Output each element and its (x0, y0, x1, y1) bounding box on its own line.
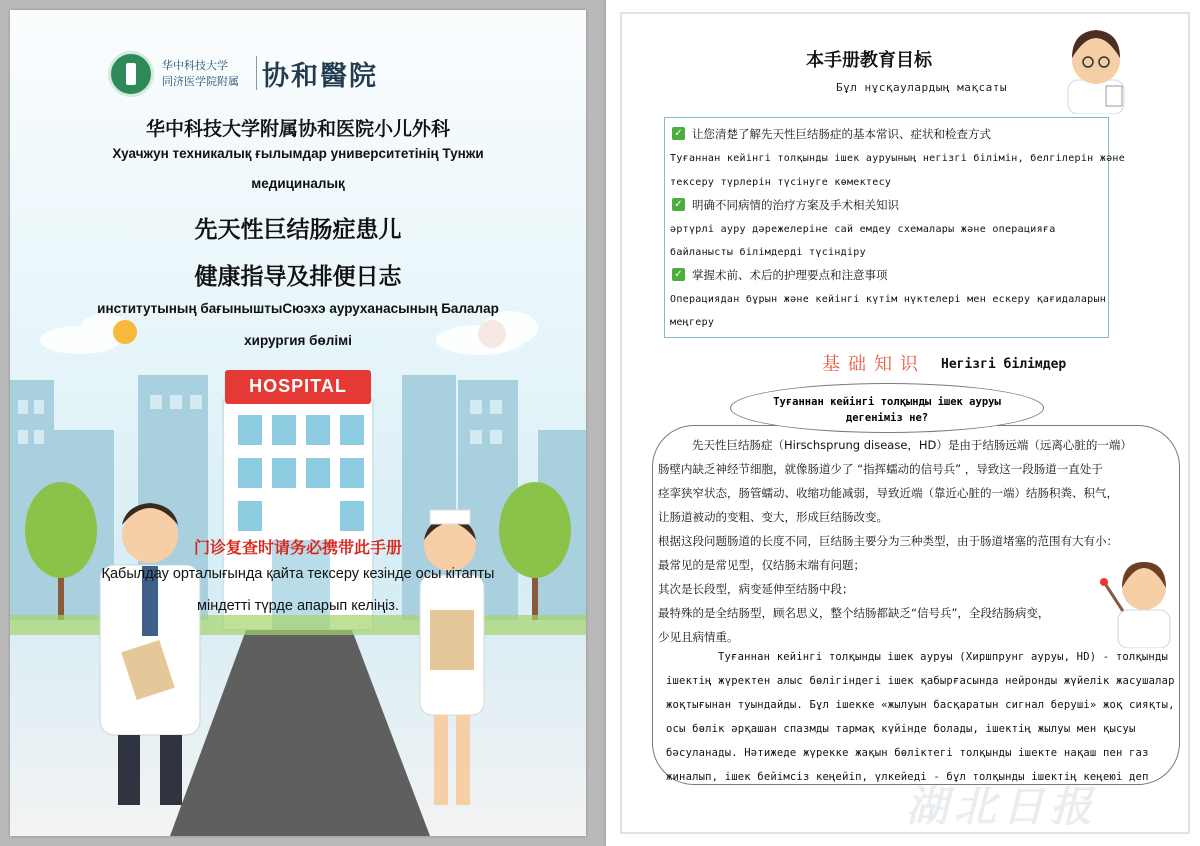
paragraph-kz-line: осы бөлік әрқашан спазмды тармақ күйінде болады, ішектің жылуы мен қысуы (666, 723, 1136, 735)
department-title-kz-4: хирургия бөлімі (244, 333, 352, 348)
goal-3-kz-2: меңгеру (670, 317, 715, 328)
paragraph-cn-line: 少见且病情重。 (658, 630, 739, 644)
manual-title-2: 健康指导及排便日志 (194, 264, 402, 290)
manual-title-1: 先天性巨结肠症患儿 (194, 217, 402, 243)
hospital-sign: HOSPITAL (249, 376, 347, 396)
logo-divider (256, 56, 257, 90)
department-title-kz-2: медициналық (251, 176, 345, 191)
goal-2-cn: 明确不同病情的治疗方案及手术相关知识 (692, 198, 899, 212)
cover-page (10, 10, 586, 836)
teacher-avatar-icon (1096, 552, 1176, 648)
paragraph-kz-line: жоқтығынан туындайды. Бұл ішекке «жылуын басқаратын сигнал беруші» жоқ сияқты, (666, 699, 1175, 711)
question-line-1: Туғаннан кейінгі толқынды ішек ауруы (773, 396, 1001, 408)
paragraph-kz-line: жиналып, ішек бейімсіз кеңейіп, үлкейеді - бұл толқынды ішектің кеңеюі деп (666, 771, 1149, 783)
page-title: 本手册教育目标 (806, 50, 932, 71)
goal-1-cn: 让您清楚了解先天性巨结肠症的基本常识、症状和检查方式 (692, 127, 991, 141)
goal-3-cn: 掌握术前、术后的护理要点和注意事项 (692, 268, 888, 282)
paragraph-cn-line: 让肠道被动的变粗、变大，形成巨结肠改变。 (658, 510, 888, 524)
reminder-kz-2: міндетті түрде апарып келіңіз. (197, 598, 399, 614)
question-bubble (730, 383, 1044, 433)
paragraph-kz-line: Туғаннан кейінгі толқынды ішек ауруы (Хиршпрунг ауруы, HD) - толқынды (718, 651, 1168, 663)
paragraph-cn-line: 根据这段问题肠道的长度不同，巨结肠主要分为三种类型，由于肠道堵塞的范围有大有小： (658, 534, 1118, 548)
goal-1-kz-1: Туғаннан кейінгі толқынды ішек ауруының негізгі білімін, белгілерін және (670, 153, 1126, 164)
paragraph-cn-line: 先天性巨结肠症（Hirschsprung disease，HD）是由于结肠远端（远离心脏的一端） (692, 438, 1132, 452)
logo-text-college: 同济医学院附属 (162, 75, 239, 88)
checkbox-checked-icon: ✓ (672, 127, 685, 140)
paragraph-kz-line: бәсуланады. Нәтижеде жүрекке жақын бөліктегі толқынды ішекте нақаш пен газ (666, 747, 1149, 759)
goal-3-kz-1: Операциядан бұрын және кейінгі күтім нүктелері мен ескеру қағидаларын (670, 294, 1107, 305)
goal-2-kz-2: байланысты білімдерді түсіндіру (670, 247, 866, 258)
paragraph-cn-line: 最特殊的是全结肠型，顾名思义，整个结肠都缺乏“信号兵”，全段结肠病变， (658, 606, 1050, 620)
department-title-kz-1: Хуачжун техникалық ғылымдар университетінің Тунжи (112, 146, 484, 161)
paragraph-cn-line: 其次是长段型，病变延伸至结肠中段； (658, 582, 854, 596)
question-line-2: дегеніміз не? (845, 412, 929, 424)
department-title-cn: 华中科技大学附属协和医院小儿外科 (145, 118, 450, 140)
paragraph-cn-line: 痉挛狭窄状态，肠管蠕动、收缩功能减弱，导致近端（靠近心脏的一端）结肠积粪、积气， (658, 486, 1118, 500)
paragraph-cn-line: 肠壁内缺乏神经节细胞，就像肠道少了 “指挥蠕动的信号兵” ，导致这一段肠道一直处于 (658, 462, 1103, 476)
newspaper-watermark: 湖北日报 (906, 782, 1099, 831)
page-subtitle: Бұл нұсқаулардың мақсаты (836, 81, 1007, 94)
reminder-cn: 门诊复查时请务必携带此手册 (193, 538, 402, 557)
section-heading-kz: Негізгі білімдер (941, 357, 1067, 372)
checkbox-checked-icon: ✓ (672, 268, 685, 281)
reminder-kz-1: Қабылдау орталығында қайта тексеру кезінде осы кітапты (101, 566, 495, 582)
content-page (606, 0, 1200, 846)
hospital-brand: 协和醫院 (262, 61, 378, 92)
goal-2-kz-1: әртүрлі ауру дәрежелеріне сай емдеу схемалары және операцияға (670, 224, 1056, 235)
department-title-kz-3: институтының бағыныштыСюэхэ ауруханасының Балалар (97, 301, 499, 316)
section-heading-cn: 基础知识 (822, 354, 926, 375)
checkbox-checked-icon: ✓ (672, 198, 685, 211)
logo-text-university: 华中科技大学 (162, 59, 228, 72)
paragraph-cn-line: 最常见的是常见型，仅结肠末端有问题； (658, 558, 865, 572)
doctor-avatar-icon (1058, 22, 1134, 114)
hospital-logo-icon (108, 51, 154, 97)
goal-1-kz-2: тексеру түрлерін түсінуге көмектесу (670, 177, 892, 188)
paragraph-kz-line: ішектің жүректен алыс бөлігіндегі ішек қабырғасында нейронды жүйелік жасушалар (666, 675, 1175, 687)
